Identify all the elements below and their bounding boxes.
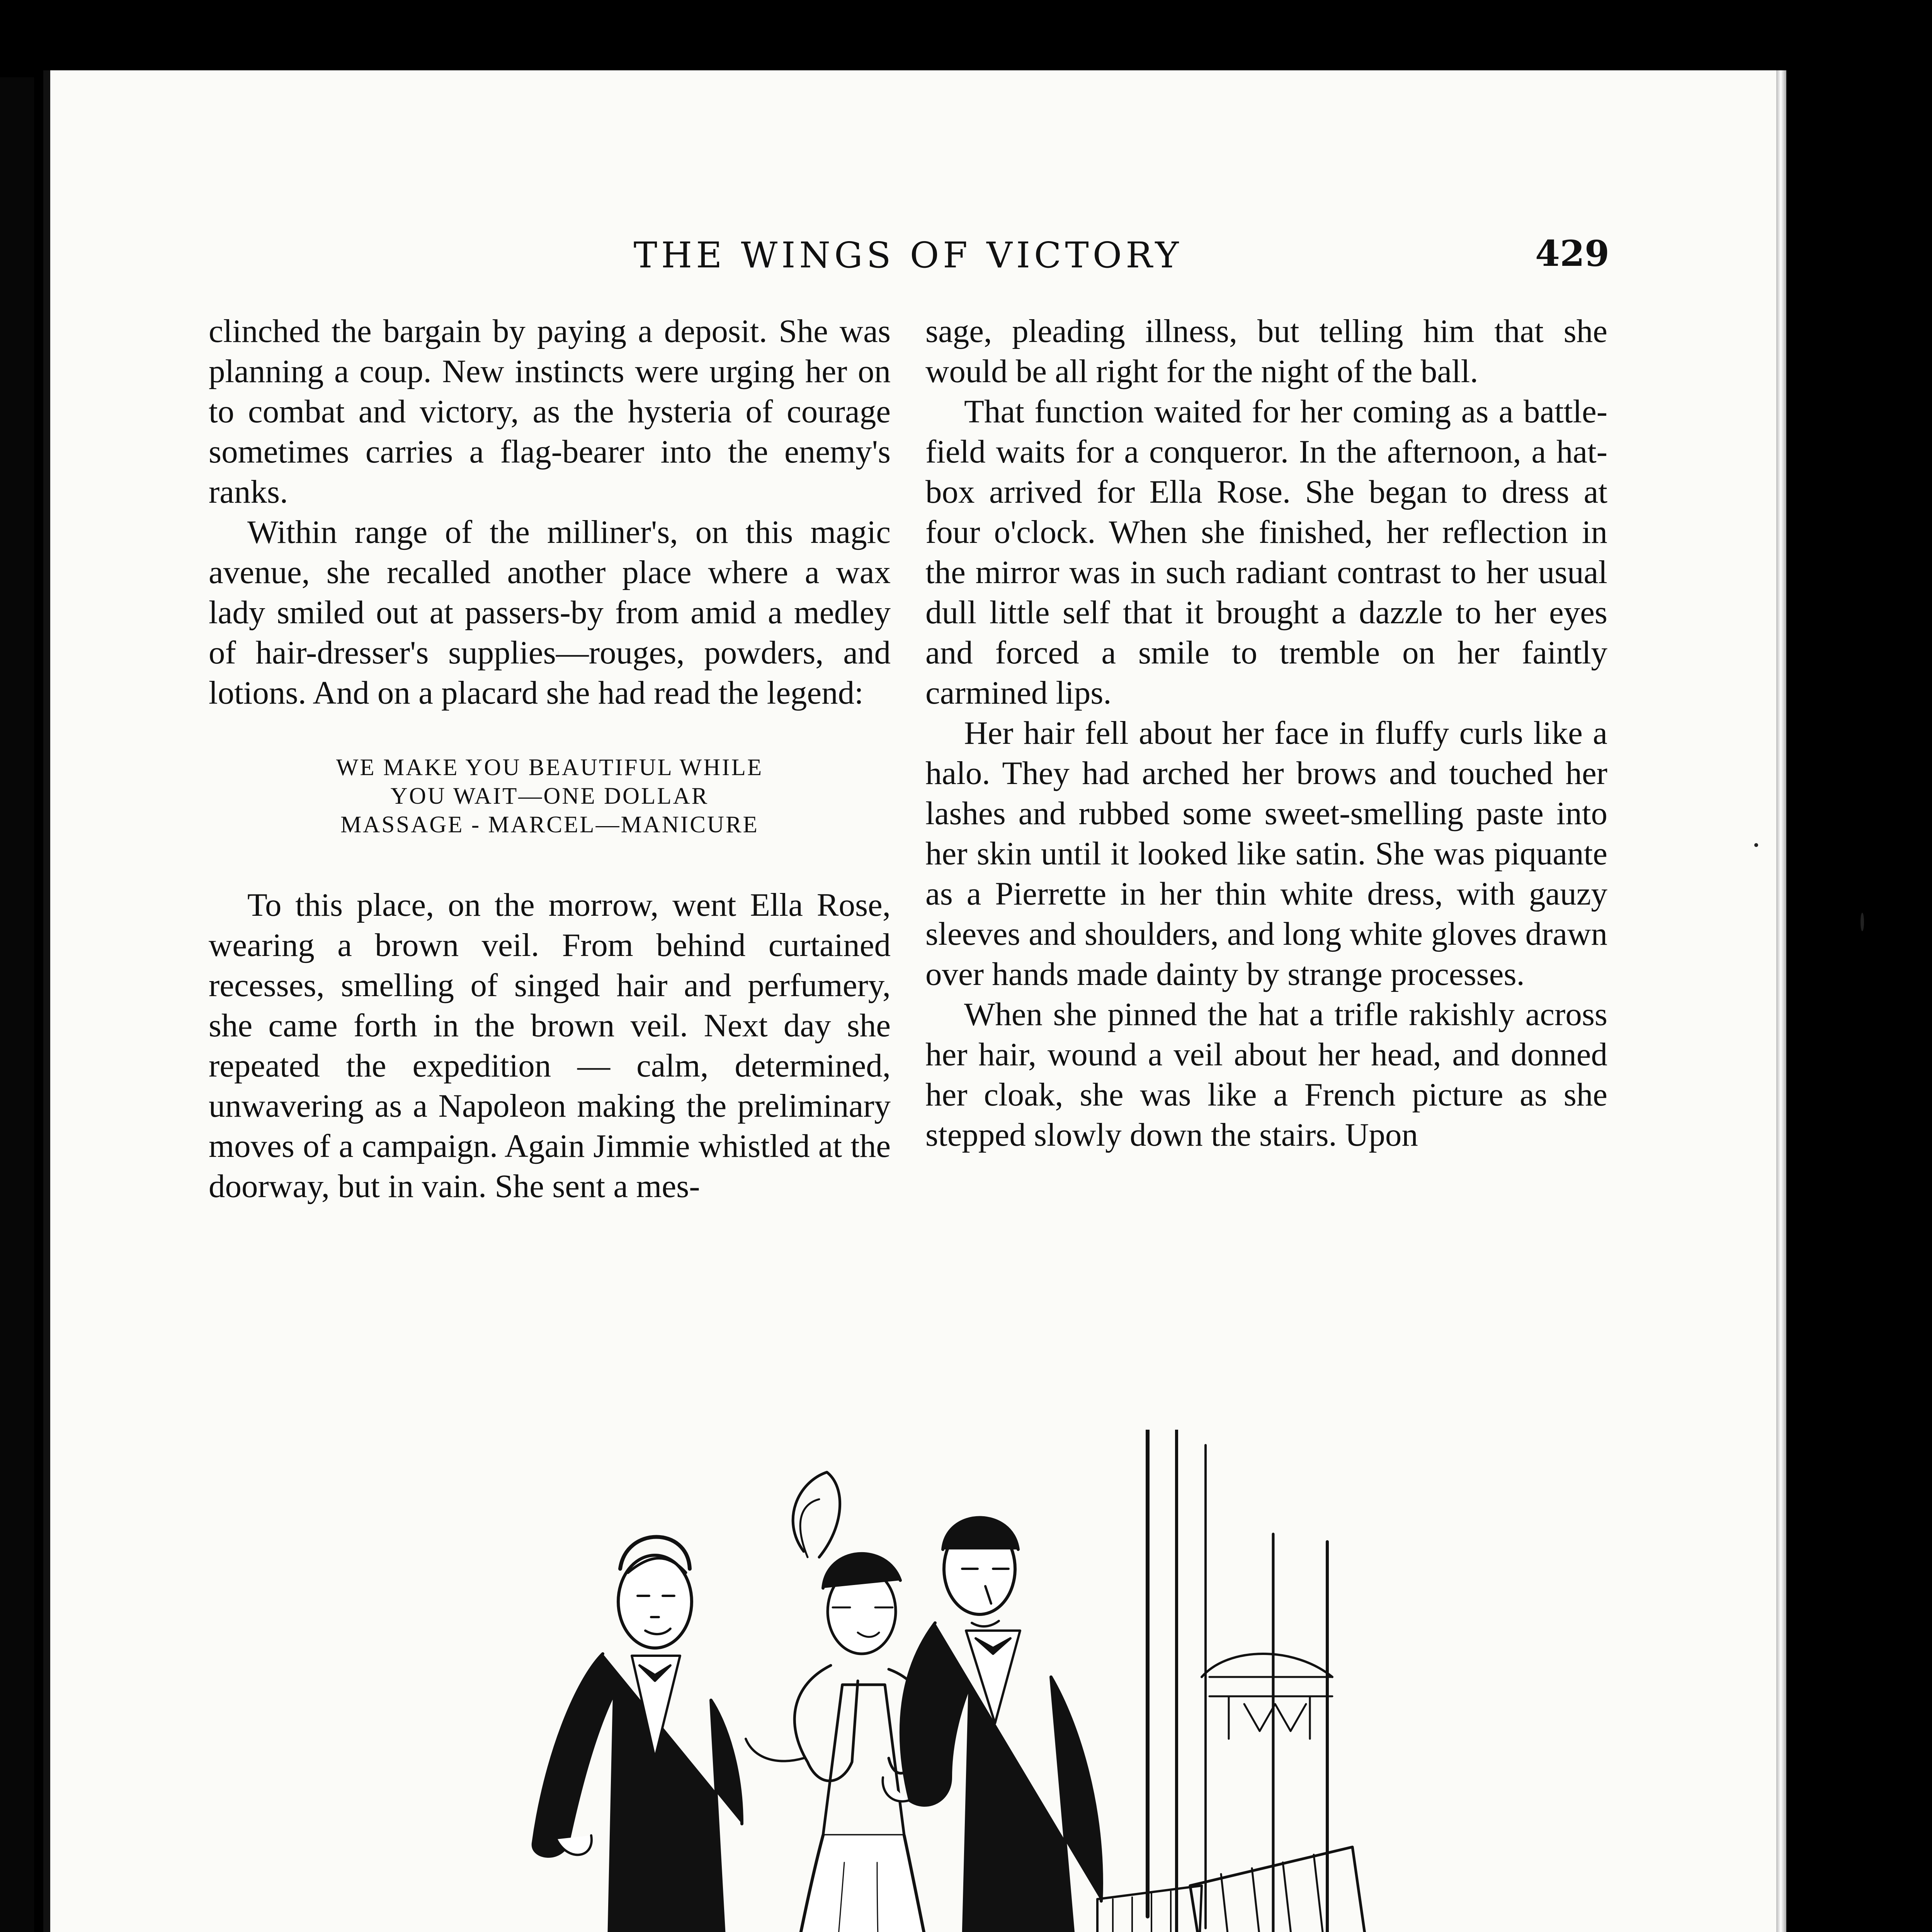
background-column	[1148, 1430, 1332, 1932]
left-scan-border	[0, 77, 34, 1932]
paragraph: That function waited for her coming as a battle-field waits for a conqueror. In the afternoon, a hat-box arrived for Ella Rose. She began to dress at four o'clock. When she finished, her reflection in the mirror was in such radiant contrast to her usual dull little self that it brought a dazzle to her eyes and forced a smile to tremble on her faintly carmined lips.	[925, 393, 1607, 711]
paragraph: Her hair fell about her face in fluffy curls like a halo. They had arched her brows and touched her lashes and rubbed some sweet-smelling paste into her skin until it looked like satin. She was piquante as a Pierrette in her thin white dress, with gauzy sleeves and shoulders, and long white gloves drawn over hands made dainty by strange processes.	[925, 715, 1607, 992]
paragraph: sage, pleading illness, but telling him that she would be all right for the night of the ball.	[925, 313, 1607, 389]
placard-notice	[209, 753, 891, 839]
page-number: 429	[1535, 233, 1609, 274]
page-speck	[1754, 843, 1758, 847]
running-head: THE WINGS OF VICTORY	[633, 235, 1183, 276]
ink-illustration-three-figures	[475, 1430, 1634, 1932]
page-speck	[1861, 913, 1864, 931]
placard-line: WE MAKE YOU BEAUTIFUL WHILE	[336, 755, 764, 781]
left-man	[533, 1537, 746, 1932]
paragraph: Within range of the milliner's, on this magic avenue, she recalled another place where a wax lady smiled out at passers-by from amid a medley of hair-dresser's supplies—rouges, powders, and lotions. And on a placard she had read the legend:	[209, 514, 891, 711]
right-man	[883, 1518, 1117, 1932]
placard-line: MASSAGE - MARCEL—MANICURE	[340, 812, 759, 838]
background-chairs	[1097, 1847, 1395, 1932]
right-text-column	[925, 311, 1607, 1155]
right-page-edge	[1776, 70, 1786, 1932]
paragraph: When she pinned the hat a trifle rakishly across her hair, wound a veil about her head, and donned her cloak, she was like a French picture as she stepped slowly down the stairs. Upon	[925, 996, 1607, 1153]
paragraph: To this place, on the morrow, went Ella Rose, wearing a brown veil. From behind curtained recesses, smelling of singed hair and perfumery, she came forth in the brown veil. Next day she repeated the expedition — calm, determined, unwavering as a Napoleon making the preliminary moves of a campaign. Again Jimmie whistled at the doorway, but in vain. She sent a mes-	[209, 887, 891, 1204]
placard-line: YOU WAIT—ONE DOLLAR	[390, 783, 709, 809]
paragraph: clinched the bargain by paying a deposit. She was planning a coup. New instincts were urging her on to combat and victory, as the hysteria of courage sometimes carries a flag-bearer into the enemy's ranks.	[209, 313, 891, 510]
left-text-column	[209, 311, 891, 1206]
top-scan-border	[0, 0, 1932, 70]
